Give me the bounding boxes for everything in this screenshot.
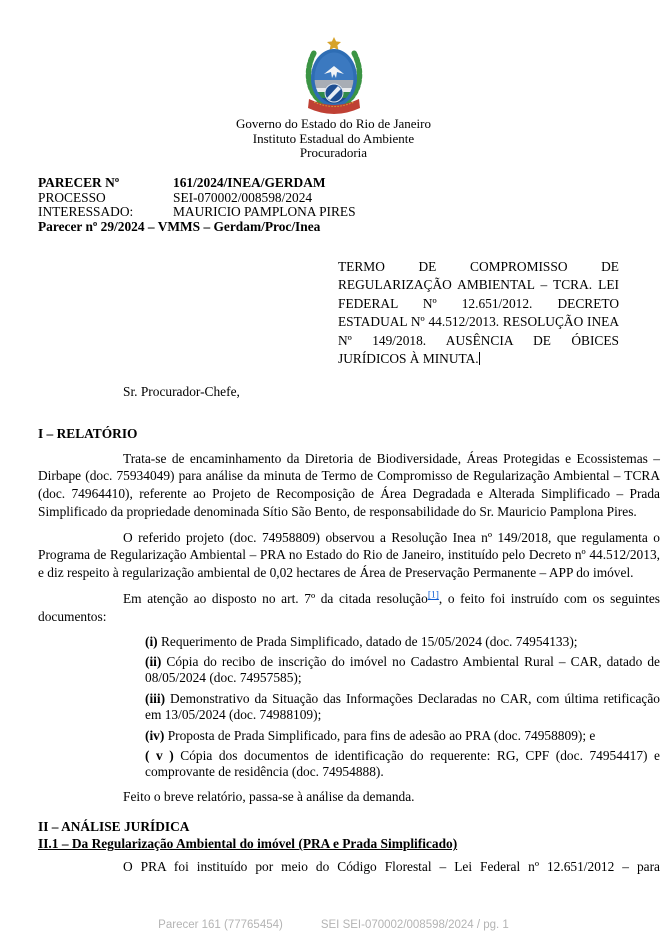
section1-title: I – RELATÓRIO: [38, 425, 138, 441]
item-3-marker: (iii): [145, 691, 166, 707]
org-name-line2: Instituto Estadual do Ambiente: [252, 130, 415, 146]
footnote-1-link[interactable]: [1]: [427, 590, 439, 601]
processo-label: PROCESSO: [38, 189, 106, 205]
interessado-label: INTERESSADO:: [38, 204, 134, 220]
interessado-value: MAURICIO PAMPLONA PIRES: [173, 204, 356, 220]
document-list-item-4: [145, 728, 660, 744]
item-4-text: Proposta de Prada Simplificado, para fins de adesão ao PRA (doc. 74958809); e: [164, 727, 596, 743]
document-list-item-1: [145, 634, 660, 650]
footer-sei-ref: SEI SEI-070002/008598/2024 / pg. 1: [320, 919, 509, 931]
footer-doc-ref: Parecer 161 (77765454): [158, 919, 283, 931]
summary-text: TERMO DE COMPROMISSO DE REGULARIZAÇÃO AMBIENTAL – TCRA. LEI FEDERAL Nº 12.651/2012. DECRETO ESTADUAL Nº 44.512/2013. RESOLUÇÃO INEA Nº 149/2018. AUSÊNCIA DE ÓBICES JURÍDICOS À MINUTA.: [338, 259, 619, 367]
section2-subtitle-text: II.1 – Da Regularização Ambiental do imóvel (PRA e Prada Simplificado): [38, 836, 458, 852]
salutation: Sr. Procurador-Chefe,: [123, 384, 240, 399]
org-name-line3: Procuradoria: [299, 145, 368, 161]
paragraph-relatorio-1: Trata-se de encaminhamento da Diretoria de Biodiversidade, Áreas Protegidas e Ecossistemas – Dirbape (doc. 75934049) para análise da minuta de Termo de Compromisso de Regularização Ambiental – TCRA (doc. 74964410), referente ao Projeto de Recomposição de Área Degradada e Alterada Simplificado – Prada Simplificado da propriedade denominada Sítio São Bento, de responsabilidade do Sr. Mauricio Pamplona Pires.: [38, 450, 660, 519]
document-header: [0, 36, 667, 161]
parecer-reference-line: Parecer nº 29/2024 – VMMS – Gerdam/Proc/Inea: [38, 218, 321, 234]
item-3-text: Demonstrativo da Situação das Informações Declaradas no CAR, com última retificação em 13/05/2024 (doc. 74988109);: [145, 691, 660, 722]
sei-page-footer: [0, 919, 667, 931]
item-5-marker: ( v ): [145, 748, 174, 764]
paragraph3-text-after: , o feito foi instruído com os seguintes documentos:: [38, 591, 660, 624]
document-list-item-2: [145, 654, 660, 686]
rio-coat-of-arms-icon: [294, 36, 374, 114]
item-2-marker: (ii): [145, 654, 162, 670]
section2-title: II – ANÁLISE JURÍDICA: [38, 818, 190, 834]
document-list: [145, 634, 660, 780]
item-4-marker: (iv): [145, 727, 165, 743]
document-meta-block: [38, 176, 638, 234]
paragraph-analise-1: O PRA foi instituído por meio do Código Florestal – Lei Federal nº 12.651/2012 – para: [123, 859, 660, 875]
item-1-marker: (i): [145, 633, 158, 649]
text-cursor: [479, 352, 480, 365]
document-list-item-3: [145, 691, 660, 723]
parecer-number-value: 161/2024/INEA/GERDAM: [173, 175, 326, 190]
section2-subtitle: [38, 835, 660, 853]
item-2-text: Cópia do recibo de inscrição do imóvel no Cadastro Ambiental Rural – CAR, datado de 08/05/2024 (doc. 74957585);: [145, 654, 660, 686]
item-1-text: Requerimento de Prada Simplificado, datado de 15/05/2024 (doc. 74954133);: [157, 633, 578, 649]
document-body: [38, 383, 660, 876]
paragraph3-text-before: Em atenção ao disposto no art. 7º da citada resolução: [123, 591, 428, 607]
paragraph-relatorio-3: [38, 590, 660, 626]
processo-value: SEI-070002/008598/2024: [173, 189, 313, 205]
paragraph-relatorio-2: O referido projeto (doc. 74958809) observou a Resolução Inea nº 149/2018, que regulamenta o Programa de Regularização Ambiental – PRA no Estado do Rio de Janeiro, instituído pelo Decreto nº 44.512/2013, e diz respeito à regularização ambiental de 0,02 hectares de Área de Preservação Permanente – APP do imóvel.: [38, 529, 660, 581]
org-name-line1: Governo do Estado do Rio de Janeiro: [236, 116, 431, 131]
relatorio-closing: Feito o breve relatório, passa-se à análise da demanda.: [123, 789, 415, 805]
item-5-text: Cópia dos documentos de identificação do requerente: RG, CPF (doc. 74954417) e comprovante de residência (doc. 74954888).: [145, 748, 660, 780]
parecer-number-label: PARECER Nº: [38, 175, 120, 190]
summary-ementa: [338, 258, 619, 368]
document-list-item-5: [145, 748, 660, 780]
